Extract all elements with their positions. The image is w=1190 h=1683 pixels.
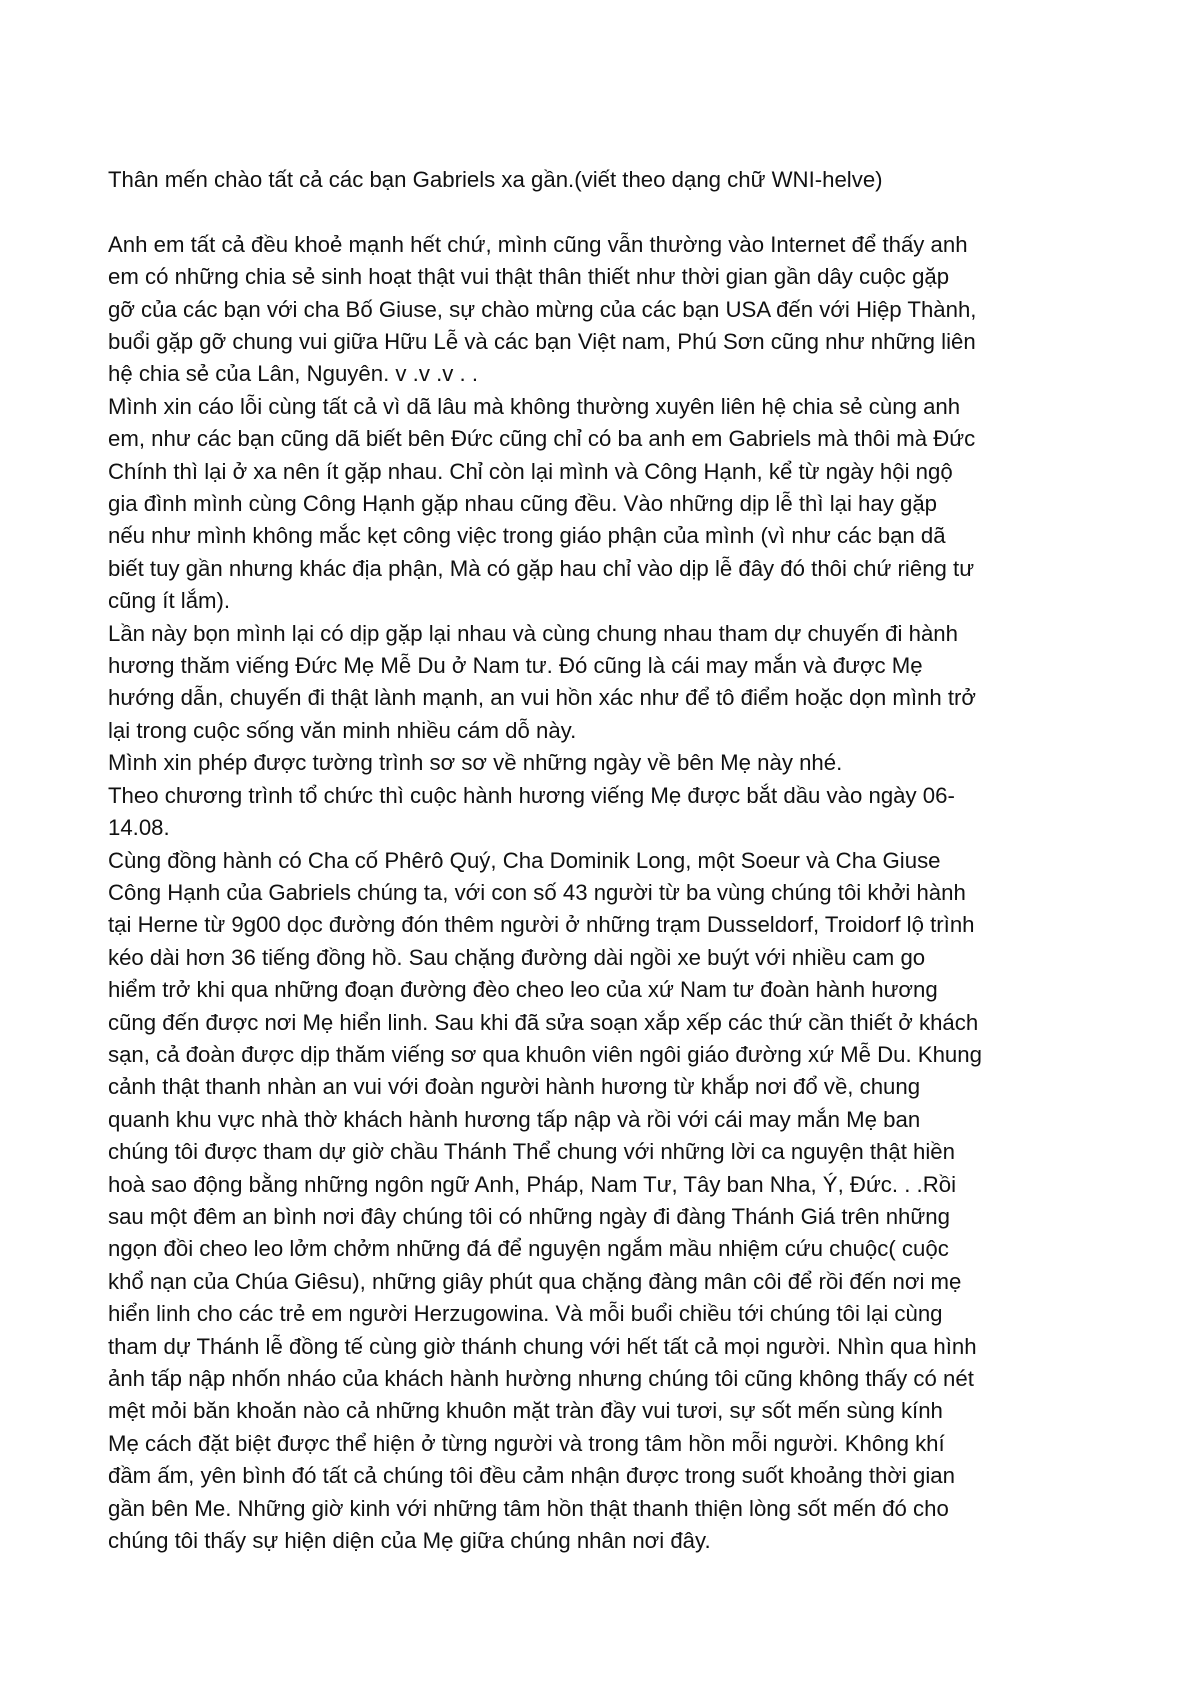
text-line: Cùng đồng hành có Cha cố Phêrô Quý, Cha Dominik Long, một Soeur và Cha Giuse	[108, 847, 941, 873]
text-line: Theo chương trình tổ chức thì cuộc hành hương viếng Mẹ được bắt dầu vào ngày 06-	[108, 782, 955, 808]
text-line: Lần này bọn mình lại có dịp gặp lại nhau và cùng chung nhau tham dự chuyến đi hành	[108, 620, 958, 646]
text-line: quanh khu vực nhà thờ khách hành hương tấp nập và rồi với cái may mắn Mẹ ban	[108, 1106, 921, 1132]
text-line: hiểm trở khi qua những đoạn đường đèo cheo leo của xứ Nam tư đoàn hành hương	[108, 977, 938, 1003]
greeting-line: Thân mến chào tất cả các bạn Gabriels xa gần.(viết theo dạng chữ WNI-helve)	[108, 167, 883, 192]
text-line: khổ nạn của Chúa Giêsu), những giây phút qua chặng đàng mân côi để rồi đến nơi mẹ	[108, 1268, 962, 1294]
text-line: tại Herne từ 9g00 dọc đường đón thêm người ở những trạm Dusseldorf, Troidorf lộ trình	[108, 912, 975, 938]
text-line: mệt mỏi băn khoăn nào cả những khuôn mặt tràn đầy vui tươi, sự sốt mến sùng kính	[108, 1398, 943, 1424]
letter-paragraphs	[108, 229, 1108, 1558]
text-line: buổi gặp gỡ chung vui giữa Hữu Lễ và các bạn Việt nam, Phú Sơn cũng như những liên	[108, 329, 976, 355]
text-line: sau một đêm an bình nơi đây chúng tôi có những ngày đi đàng Thánh Giá trên những	[108, 1203, 950, 1229]
text-line: hệ chia sẻ của Lân, Nguyên. v .v .v . .	[108, 361, 478, 387]
text-line: tham dự Thánh lễ đồng tế cùng giờ thánh chung với hết tất cả mọi người. Nhìn qua hình	[108, 1333, 977, 1359]
text-line: chúng tôi thấy sự hiện diện của Mẹ giữa chúng nhân nơi đây.	[108, 1528, 711, 1554]
text-line: Chính thì lại ở xa nên ít gặp nhau. Chỉ còn lại mình và Công Hạnh, kể từ ngày hội ngộ	[108, 458, 953, 484]
text-line: nếu như mình không mắc kẹt công việc trong giáo phận của mình (vì như các bạn dã	[108, 523, 946, 549]
text-line: chúng tôi được tham dự giờ chầu Thánh Thể chung với những lời ca nguyện thật hiền	[108, 1139, 955, 1165]
letter-body	[108, 164, 1108, 1557]
text-line: cảnh thật thanh nhàn an vui với đoàn người hành hương từ khắp nơi đổ về, chung	[108, 1074, 921, 1100]
text-line: em có những chia sẻ sinh hoạt thật vui thật thân thiết như thời gian gần dây cuộc gặp	[108, 264, 950, 290]
text-line: sạn, cả đoàn được dịp thăm viếng sơ qua khuôn viên ngôi giáo đường xứ Mễ Du. Khung	[108, 1041, 982, 1067]
text-line: Mẹ cách đặt biệt được thể hiện ở từng người và trong tâm hồn mỗi người. Không khí	[108, 1430, 945, 1456]
text-line: Mình xin cáo lỗi cùng tất cả vì dã lâu mà không thường xuyên liên hệ chia sẻ cùng anh	[108, 393, 961, 419]
text-line: 14.08.	[108, 815, 170, 841]
text-line: Mình xin phép được tường trình sơ sơ về những ngày về bên Mẹ này nhé.	[108, 750, 843, 776]
text-line: lại trong cuộc sống văn minh nhiều cám dỗ này.	[108, 717, 577, 743]
text-line: ảnh tấp nập nhốn nháo của khách hành hường nhưng chúng tôi cũng không thấy có nét	[108, 1366, 974, 1392]
text-line: gần bên Me. Những giờ kinh với những tâm hồn thật thanh thiện lòng sốt mến đó cho	[108, 1495, 949, 1521]
text-line: hương thăm viếng Đức Mẹ Mễ Du ở Nam tư. Đó cũng là cái may mắn và được Mẹ	[108, 653, 923, 679]
text-line: Công Hạnh của Gabriels chúng ta, với con số 43 người từ ba vùng chúng tôi khởi hành	[108, 879, 966, 905]
text-line: cũng ít lắm).	[108, 588, 231, 614]
text-line: em, như các bạn cũng dã biết bên Đức cũng chỉ có ba anh em Gabriels mà thôi mà Đức	[108, 426, 976, 452]
text-line: Anh em tất cả đều khoẻ mạnh hết chứ, mình cũng vẫn thường vào Internet để thấy anh	[108, 231, 968, 257]
text-line: đầm ấm, yên bình đó tất cả chúng tôi đều cảm nhận được trong suốt khoảng thời gian	[108, 1463, 955, 1489]
text-line: kéo dài hơn 36 tiếng đồng hồ. Sau chặng đường dài ngồi xe buýt với nhiều cam go	[108, 944, 926, 970]
text-line: biết tuy gần nhưng khác địa phận, Mà có gặp hau chỉ vào dịp lễ đây đó thôi chứ riêng tư	[108, 555, 975, 581]
text-line: hướng dẫn, chuyến đi thật lành mạnh, an vui hồn xác như để tô điểm hoặc dọn mình trở	[108, 685, 976, 711]
text-line: cũng đến được nơi Mẹ hiển linh. Sau khi đã sửa soạn xắp xếp các thứ cần thiết ở khách	[108, 1009, 979, 1035]
text-line: hoà sao động bằng những ngôn ngữ Anh, Pháp, Nam Tư, Tây ban Nha, Ý, Đức. . .Rồi	[108, 1171, 957, 1197]
text-line: ngọn đồi cheo leo lởm chởm những đá để nguyện ngắm mầu nhiệm cứu chuộc( cuộc	[108, 1236, 949, 1262]
text-line: hiển linh cho các trẻ em người Herzugowina. Và mỗi buổi chiều tới chúng tôi lại cùng	[108, 1301, 943, 1327]
text-line: gỡ của các bạn với cha Bố Giuse, sự chào mừng của các bạn USA đến với Hiệp Thành,	[108, 296, 977, 322]
text-line: gia đình mình cùng Công Hạnh gặp nhau cũng đều. Vào những dịp lễ thì lại hay gặp	[108, 491, 938, 517]
